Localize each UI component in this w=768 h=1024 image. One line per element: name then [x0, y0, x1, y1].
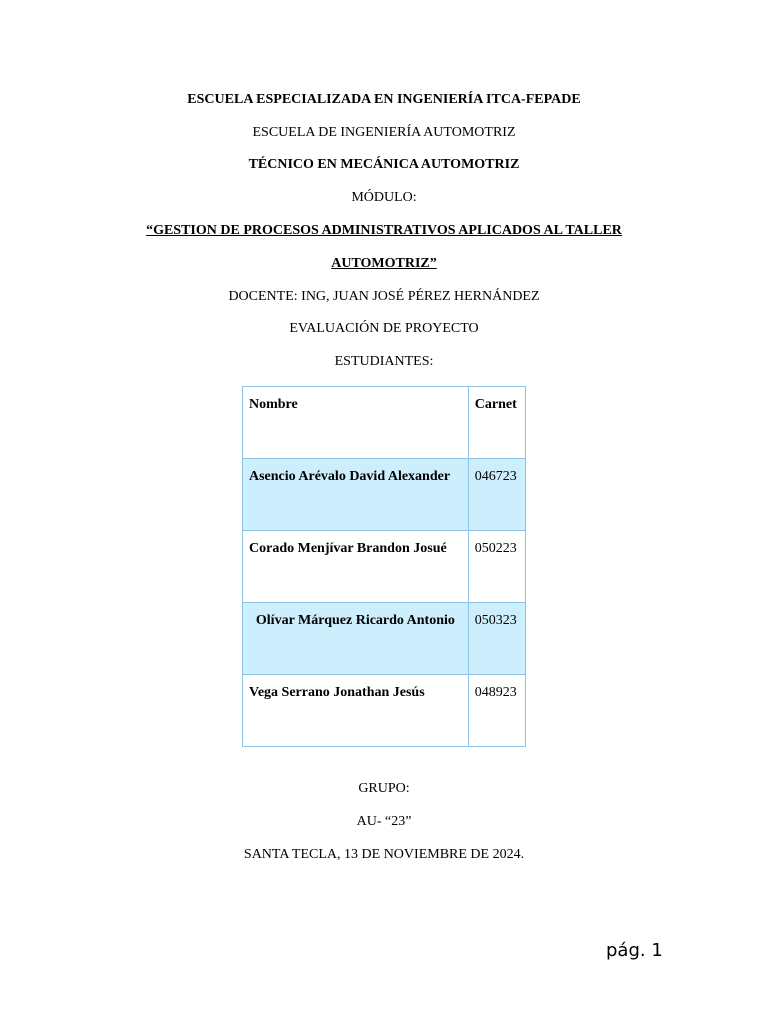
- header-name: Nombre: [243, 387, 469, 459]
- institution-heading: ESCUELA ESPECIALIZADA EN INGENIERÍA ITCA-FEPADE: [187, 92, 581, 107]
- table-row: [243, 531, 526, 603]
- student-name: Asencio Arévalo David Alexander: [243, 459, 469, 531]
- student-name: Vega Serrano Jonathan Jesús: [243, 675, 469, 747]
- students-label: ESTUDIANTES:: [334, 354, 434, 369]
- student-carnet: 046723: [468, 459, 525, 531]
- school-line: ESCUELA DE INGENIERÍA AUTOMOTRIZ: [252, 125, 516, 140]
- module-title-line2: AUTOMOTRIZ”: [331, 256, 437, 271]
- student-name: Olívar Márquez Ricardo Antonio: [243, 603, 469, 675]
- page-number: pág. 1: [606, 940, 663, 961]
- table-row: [243, 603, 526, 675]
- table-header-row: [243, 387, 526, 459]
- student-carnet: 048923: [468, 675, 525, 747]
- student-carnet: 050323: [468, 603, 525, 675]
- module-title-line1: “GESTION DE PROCESOS ADMINISTRATIVOS APLICADOS AL TALLER: [146, 223, 622, 238]
- student-name: Corado Menjívar Brandon Josué: [243, 531, 469, 603]
- program-line: TÉCNICO EN MECÁNICA AUTOMOTRIZ: [248, 157, 520, 172]
- teacher-line: DOCENTE: ING, JUAN JOSÉ PÉREZ HERNÁNDEZ: [228, 289, 540, 304]
- header-carnet: Carnet: [468, 387, 525, 459]
- students-table: [242, 386, 526, 747]
- evaluation-line: EVALUACIÓN DE PROYECTO: [289, 321, 479, 336]
- place-date-line: SANTA TECLA, 13 DE NOVIEMBRE DE 2024.: [243, 847, 525, 862]
- table-row: [243, 675, 526, 747]
- module-label: MÓDULO:: [351, 190, 417, 205]
- student-carnet: 050223: [468, 531, 525, 603]
- group-value: AU- “23”: [356, 814, 412, 829]
- group-label: GRUPO:: [358, 781, 410, 796]
- table-row: [243, 459, 526, 531]
